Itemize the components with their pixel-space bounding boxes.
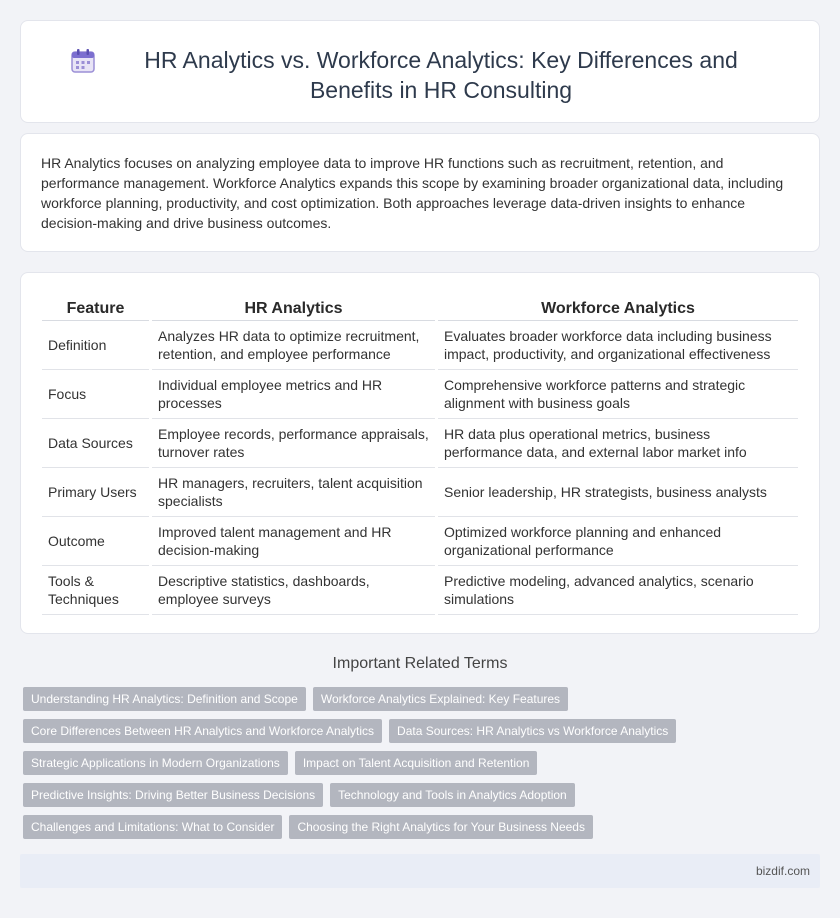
cell-workforce-analytics: Predictive modeling, advanced analytics, scenario simulations — [438, 566, 798, 615]
cell-workforce-analytics: Comprehensive workforce patterns and strategic alignment with business goals — [438, 370, 798, 419]
cell-hr-analytics: Analyzes HR data to optimize recruitment, retention, and employee performance — [152, 321, 435, 370]
cell-workforce-analytics: HR data plus operational metrics, business performance data, and external labor market info — [438, 419, 798, 468]
cell-feature: Primary Users — [42, 468, 149, 517]
cell-feature: Tools & Techniques — [42, 566, 149, 615]
related-term-link[interactable]: Predictive Insights: Driving Better Business Decisions — [23, 783, 323, 807]
related-terms-list — [23, 687, 823, 847]
calendar-icon — [69, 47, 97, 75]
related-term-link[interactable]: Choosing the Right Analytics for Your Business Needs — [289, 815, 593, 839]
tag-row — [23, 783, 823, 807]
footer — [20, 854, 820, 888]
related-terms-heading: Important Related Terms — [332, 655, 508, 672]
comparison-card — [20, 272, 820, 634]
cell-feature: Outcome — [42, 517, 149, 566]
related-term-link[interactable]: Workforce Analytics Explained: Key Features — [313, 687, 568, 711]
table-row — [42, 468, 798, 517]
tag-row — [23, 719, 823, 743]
table-header-row — [42, 293, 798, 321]
footer-site-link[interactable]: bizdif.com — [755, 864, 810, 878]
table-row — [42, 321, 798, 370]
cell-hr-analytics: Employee records, performance appraisals, turnover rates — [152, 419, 435, 468]
related-term-link[interactable]: Core Differences Between HR Analytics and Workforce Analytics — [23, 719, 382, 743]
header-feature: Feature — [42, 293, 149, 321]
related-term-link[interactable]: Strategic Applications in Modern Organizations — [23, 751, 288, 775]
table-row — [42, 370, 798, 419]
cell-hr-analytics: Individual employee metrics and HR processes — [152, 370, 435, 419]
intro-paragraph: HR Analytics focuses on analyzing employee data to improve HR functions such as recruitment, retention, and performance management. Workforce Analytics expands this scope by examining broader organizational data, including workforce planning, productivity, and cost optimization. Both approaches leverage data-driven insights to enhance decision-making and drive business outcomes. — [41, 155, 784, 231]
cell-workforce-analytics: Evaluates broader workforce data including business impact, productivity, and organizational effectiveness — [438, 321, 798, 370]
cell-feature: Definition — [42, 321, 149, 370]
cell-hr-analytics: HR managers, recruiters, talent acquisition specialists — [152, 468, 435, 517]
title-card — [20, 20, 820, 123]
tag-row — [23, 815, 823, 839]
cell-feature: Focus — [42, 370, 149, 419]
table-row — [42, 419, 798, 468]
tag-row — [23, 687, 823, 711]
related-term-link[interactable]: Challenges and Limitations: What to Consider — [23, 815, 282, 839]
tag-row — [23, 751, 823, 775]
table-row — [42, 517, 798, 566]
cell-workforce-analytics: Optimized workforce planning and enhanced organizational performance — [438, 517, 798, 566]
header-workforce-analytics: Workforce Analytics — [438, 293, 798, 321]
related-term-link[interactable]: Data Sources: HR Analytics vs Workforce Analytics — [389, 719, 676, 743]
table-row — [42, 566, 798, 615]
cell-workforce-analytics: Senior leadership, HR strategists, business analysts — [438, 468, 798, 517]
cell-hr-analytics: Descriptive statistics, dashboards, employee surveys — [152, 566, 435, 615]
title-wrap — [21, 21, 819, 105]
related-term-link[interactable]: Technology and Tools in Analytics Adoption — [330, 783, 575, 807]
related-term-link[interactable]: Impact on Talent Acquisition and Retention — [295, 751, 538, 775]
comparison-table — [42, 293, 798, 615]
related-term-link[interactable]: Understanding HR Analytics: Definition and Scope — [23, 687, 306, 711]
cell-feature: Data Sources — [42, 419, 149, 468]
cell-hr-analytics: Improved talent management and HR decision-making — [152, 517, 435, 566]
page-title: HR Analytics vs. Workforce Analytics: Key Differences and Benefits in HR Consulting — [144, 47, 738, 103]
intro-card — [20, 133, 820, 252]
header-hr-analytics: HR Analytics — [152, 293, 435, 321]
